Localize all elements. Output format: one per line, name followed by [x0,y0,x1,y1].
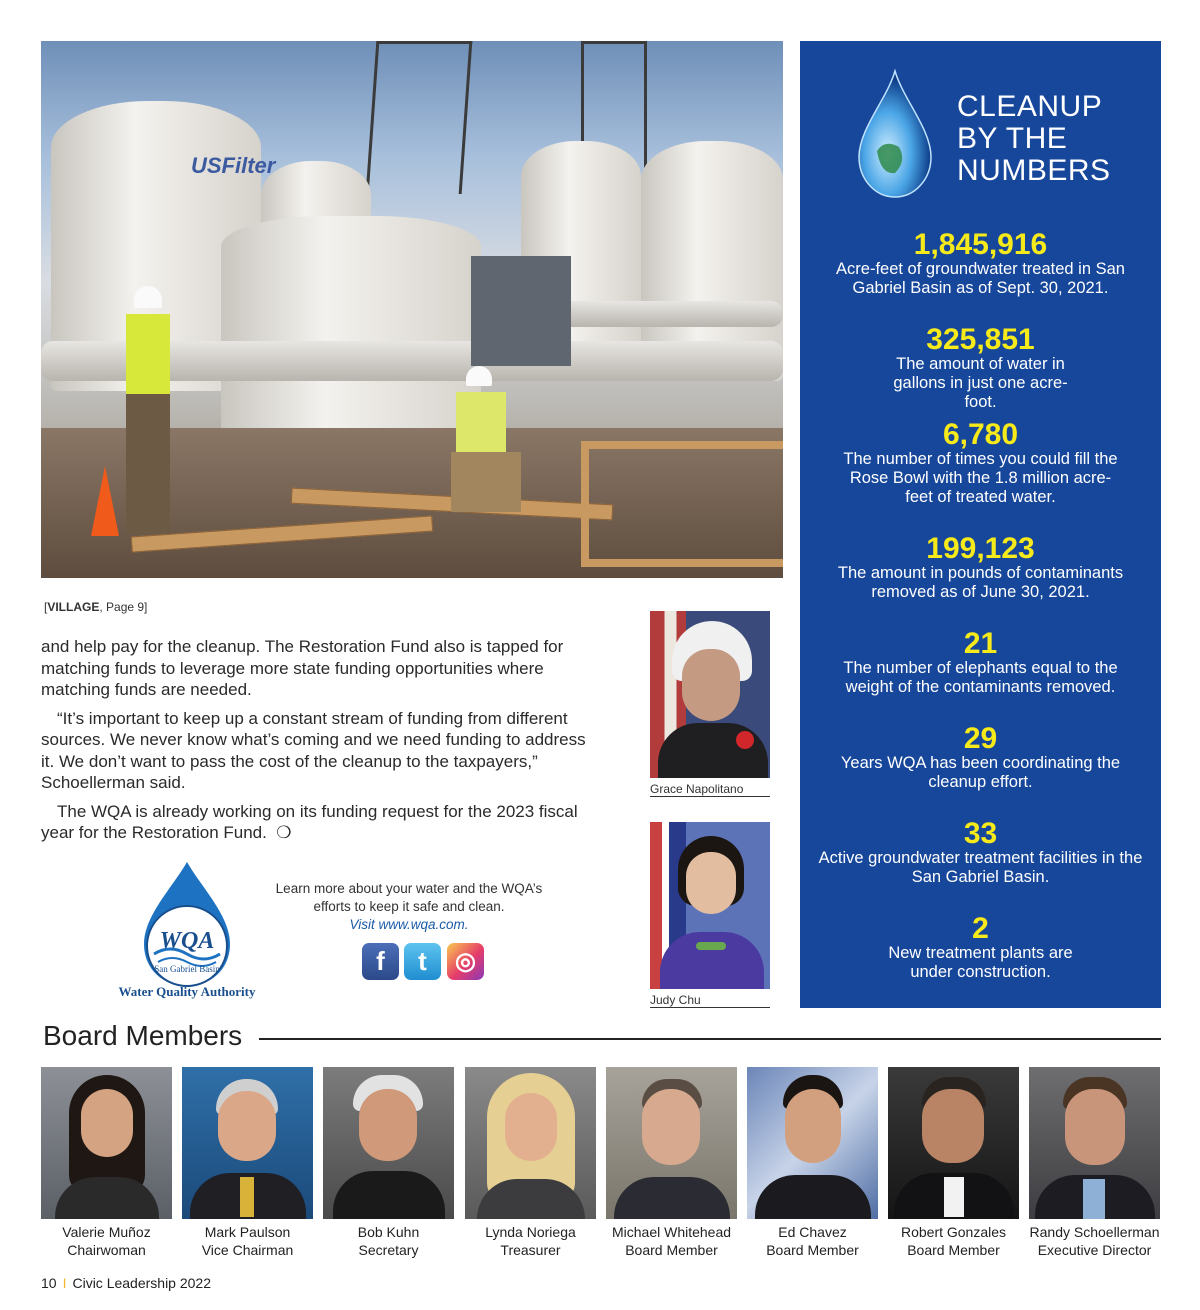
board-member-card [465,1067,596,1259]
footer-separator: I [62,1275,67,1291]
board-member-card [888,1067,1019,1259]
stat-description: Acre-feet of groundwater treated in San Gabriel Basin as of Sept. 30, 2021. [836,260,1125,297]
article-paragraph: The WQA is already working on its funding request for the 2023 fiscal year for the Restoration Fund. ❍ [41,801,578,842]
worker [451,366,531,516]
power-tower [366,41,473,194]
member-photo [182,1067,313,1219]
logo-label: Water Quality Authority [118,984,256,999]
board-member-card [323,1067,454,1259]
control-box [471,256,571,366]
page-number: 10 [41,1275,57,1291]
stat-description: The amount in pounds of contaminants removed as of June 30, 2021. [837,564,1124,601]
worker [116,286,176,541]
wood-plank [581,441,783,567]
member-photo [747,1067,878,1219]
member-role: Board Member [766,1242,859,1258]
stat-description: The number of times you could fill the Rose Bowl with the 1.8 million acre-feet of treated water. [843,450,1118,506]
official-portrait [650,822,770,989]
stat-number: 325,851 [926,323,1035,356]
article-paragraph: and help pay for the cleanup. The Restoration Fund also is tapped for matching funds to leverage more state funding opportunities where matching funds are needed. [41,637,564,699]
board-member-card [182,1067,313,1259]
storage-tank [221,216,481,436]
official-name: Grace Napolitano [650,780,770,797]
official-name: Judy Chu [650,991,770,1008]
website-link[interactable]: Visit www.wqa.com. [349,917,469,932]
heading-rule [259,1038,1161,1040]
page-footer [41,1275,211,1291]
learn-more-text: Learn more about your water and the WQA’s efforts to keep it safe and clean. [275,881,543,914]
member-name: Randy Schoellerman [1029,1224,1160,1240]
stat-item [800,325,1161,412]
member-name: Bob Kuhn [357,1224,420,1240]
logo-letters: WQA [159,928,215,954]
member-name: Ed Chavez [778,1224,847,1240]
member-name: Mark Paulson [204,1224,291,1240]
article-paragraph: “It’s important to keep up a constant stream of funding from different sources. We never know what’s coming and we need funding to address it. We don’t want to pass the cost of the cleanup to the taxpayers,” Schoellerman said. [41,708,586,792]
stat-description: The number of elephants equal to the weight of the contaminants removed. [843,659,1118,696]
member-name: Lynda Noriega [485,1224,576,1240]
end-mark: ❍ [276,823,292,842]
member-role: Vice Chairman [201,1242,294,1258]
member-role: Board Member [625,1242,718,1258]
member-name: Michael Whitehead [611,1224,732,1240]
member-photo [41,1067,172,1219]
member-role: Treasurer [500,1242,561,1258]
twitter-icon[interactable]: t [404,943,441,980]
stat-description: The amount of water in gallons in just one acre-foot. [893,355,1068,411]
stat-item [800,819,1161,887]
stat-number: 199,123 [926,532,1035,565]
wqa-logo [112,858,262,1003]
cleanup-numbers-panel [800,41,1161,1008]
board-members-heading: Board Members [43,1020,243,1051]
stat-number: 6,780 [942,418,1019,451]
stat-item [800,230,1161,298]
board-member-card [1029,1067,1160,1259]
member-photo [465,1067,596,1219]
board-member-card [606,1067,737,1259]
traffic-cone [91,466,119,536]
member-photo [323,1067,454,1219]
logo-ring-text: San Gabriel Basin [154,964,220,974]
water-drop-icon [855,69,935,199]
member-name: Robert Gonzales [900,1224,1007,1240]
stat-number: 2 [972,912,989,945]
learn-more-block [268,880,550,934]
stat-description: Active groundwater treatment facilities in the San Gabriel Basin. [818,849,1143,886]
stat-item [800,629,1161,697]
stat-item [800,534,1161,602]
article-body [41,636,601,851]
stat-number: 1,845,916 [913,228,1048,261]
stat-item [800,724,1161,792]
member-photo [1029,1067,1160,1219]
member-role: Secretary [358,1242,419,1258]
panel-title: CLEANUP BY THE NUMBERS [957,90,1111,187]
member-name: Valerie Muñoz [62,1224,151,1240]
stat-number: 33 [963,817,998,850]
board-member-card [41,1067,172,1259]
stat-number: 21 [963,627,998,660]
member-role: Executive Director [1037,1242,1152,1258]
continued-from-label: [VILLAGE, Page 9] [44,600,148,614]
stat-item [800,420,1161,507]
stat-item [800,914,1161,982]
member-photo [606,1067,737,1219]
publication-name: Civic Leadership 2022 [72,1275,211,1291]
tank-brand-label: USFilter [191,153,276,178]
stat-description: Years WQA has been coordinating the cleanup effort. [840,754,1121,791]
official-portrait [650,611,770,778]
instagram-icon[interactable]: ◎ [447,943,484,980]
stat-number: 29 [963,722,998,755]
member-photo [888,1067,1019,1219]
board-member-card [747,1067,878,1259]
treatment-plant-photo [41,41,783,578]
facebook-icon[interactable]: f [362,943,399,980]
member-role: Chairwoman [67,1242,146,1258]
stat-description: New treatment plants are under construction. [888,944,1073,981]
member-role: Board Member [907,1242,1000,1258]
